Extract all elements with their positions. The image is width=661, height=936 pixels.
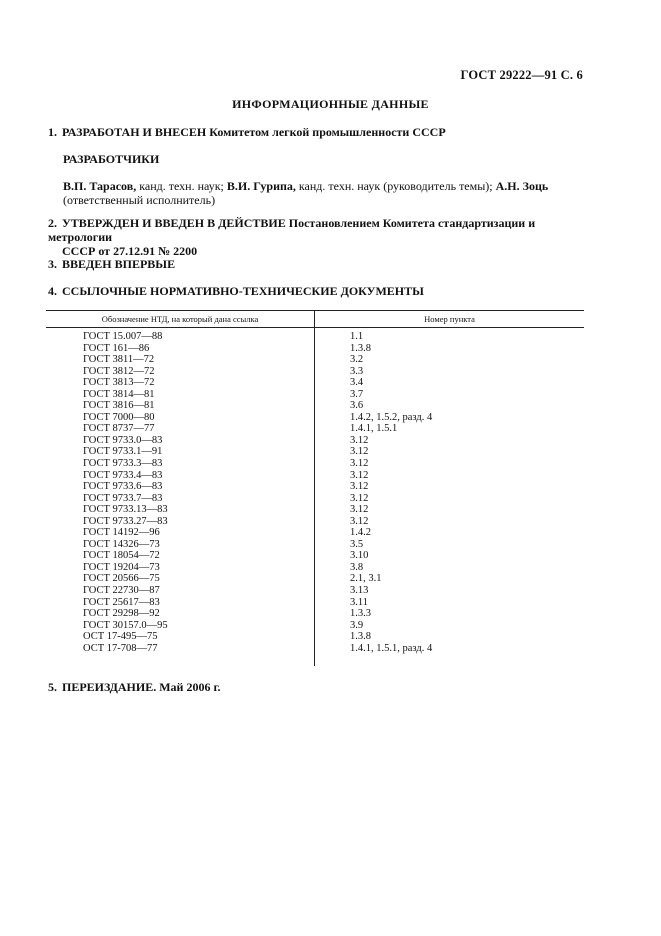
section-2-number: 2. [48,216,57,230]
clause-number: 3.10 [350,550,369,562]
document-designation: ГОСТ 14326—73 [83,538,160,550]
table-row [46,412,584,424]
reference-documents-table [46,310,584,666]
developer-1-name: В.П. Тарасов, [63,179,137,193]
clause-number: 3.9 [350,619,364,631]
clause-number: 1.3.3 [350,608,371,620]
section-1 [48,125,446,139]
document-designation: ГОСТ 8737—77 [83,423,155,435]
clause-number: 3.12 [350,504,369,516]
table-top-rule [46,310,584,311]
table-row [46,400,584,412]
clause-number: 1.3.8 [350,631,371,643]
table-row [46,354,584,366]
clause-number: 3.12 [350,434,369,446]
document-designation: ГОСТ 19204—73 [83,561,160,573]
section-1-text: Комитетом легкой промышленности СССР [206,125,446,139]
page-title: ИНФОРМАЦИОННЫЕ ДАННЫЕ [232,97,429,111]
table-row [46,550,584,562]
document-designation: ГОСТ 14192—96 [83,527,160,539]
table-row [46,539,584,551]
document-designation: ОСТ 17-495—75 [83,631,158,643]
developer-1-role: канд. техн. наук; [136,179,227,193]
clause-number: 1.4.1, 1.5.1 [350,423,398,435]
table-row [46,481,584,493]
clause-number: 1.4.1, 1.5.1, разд. 4 [350,642,433,654]
clause-number: 3.12 [350,481,369,493]
clause-number: 3.5 [350,538,364,550]
clause-number: 3.13 [350,585,369,597]
table-row [46,435,584,447]
document-designation: ГОСТ 9733.1—91 [83,446,163,458]
section-3 [48,257,175,271]
table-header-clause: Номер пункта [424,314,475,324]
section-2-text-1: Постановлением Комитета стандартизации и метрологии [48,216,536,244]
document-designation: ОСТ 17-708—77 [83,642,158,654]
section-5-number: 5. [48,680,57,694]
table-row [46,458,584,470]
clause-number: 1.1 [350,331,364,342]
table-row [46,620,584,632]
table-row [46,423,584,435]
document-designation: ГОСТ 15.007—88 [83,331,163,342]
table-row [46,504,584,516]
section-5-label: ПЕРЕИЗДАНИЕ. Май 2006 г. [62,680,221,694]
section-5 [48,680,221,694]
table-header-document: Обозначение НТД, на который дана ссылка [101,314,259,324]
clause-number: 3.2 [350,354,364,366]
table-row [46,562,584,574]
table-row [46,516,584,528]
clause-number: 3.11 [350,596,368,608]
document-designation: ГОСТ 3813—72 [83,377,155,389]
clause-number: 3.3 [350,365,364,377]
clause-number: 1.4.2, 1.5.2, разд. 4 [350,411,433,423]
section-1-number: 1. [48,125,57,139]
table-row [46,343,584,355]
section-4-number: 4. [48,284,57,298]
document-designation: ГОСТ 9733.0—83 [83,434,163,446]
document-designation: ГОСТ 161—86 [83,342,150,354]
developers-heading: РАЗРАБОТЧИКИ [63,152,160,166]
table-row [46,470,584,482]
table-row [46,573,584,585]
clause-number: 3.8 [350,561,364,573]
clause-number: 3.12 [350,446,369,458]
section-3-label: ВВЕДЕН ВПЕРВЫЕ [62,257,176,271]
clause-number: 3.12 [350,458,369,470]
section-2-label: УТВЕРЖДЕН И ВВЕДЕН В ДЕЙСТВИЕ [62,216,286,230]
table-row [46,446,584,458]
document-designation: ГОСТ 3816—81 [83,400,155,412]
clause-number: 3.4 [350,377,364,389]
clause-number: 1.3.8 [350,342,371,354]
table-row [46,597,584,609]
document-designation: ГОСТ 9733.13—83 [83,504,168,516]
section-4 [48,284,424,298]
document-designation: ГОСТ 3811—72 [83,354,155,366]
document-designation: ГОСТ 30157.0—95 [83,619,168,631]
table-row [46,643,584,655]
clause-number: 3.12 [350,492,369,504]
table-row [46,631,584,643]
table-row [46,331,584,343]
document-designation: ГОСТ 9733.4—83 [83,469,163,481]
document-id-header: ГОСТ 29222—91 С. 6 [460,68,583,82]
section-3-number: 3. [48,257,57,271]
document-designation: ГОСТ 18054—72 [83,550,160,562]
table-row [46,493,584,505]
section-2-text-2: СССР от 27.12.91 № 2200 [62,244,198,258]
document-designation: ГОСТ 3812—72 [83,365,155,377]
document-designation: ГОСТ 20566—75 [83,573,160,585]
table-row [46,389,584,401]
developers-list [63,179,583,207]
clause-number: 3.6 [350,400,364,412]
clause-number: 2.1, 3.1 [350,573,382,585]
table-row [46,377,584,389]
clause-number: 1.4.2 [350,527,371,539]
table-body [46,331,584,654]
developer-3-name: А.Н. Зоць [495,179,549,193]
document-designation: ГОСТ 9733.3—83 [83,458,163,470]
clause-number: 3.12 [350,469,369,481]
document-designation: ГОСТ 3814—81 [83,388,155,400]
table-row [46,527,584,539]
document-designation: ГОСТ 9733.27—83 [83,515,168,527]
table-row [46,585,584,597]
section-4-label: ССЫЛОЧНЫЕ НОРМАТИВНО-ТЕХНИЧЕСКИЕ ДОКУМЕНТЫ [62,284,424,298]
document-designation: ГОСТ 22730—87 [83,585,160,597]
section-1-label: РАЗРАБОТАН И ВНЕСЕН [62,125,207,139]
table-row [46,608,584,620]
document-designation: ГОСТ 9733.6—83 [83,481,163,493]
document-designation: ГОСТ 25617—83 [83,596,160,608]
table-header-rule [46,327,584,328]
developer-3-role: (ответственный исполнитель) [63,193,216,207]
document-designation: ГОСТ 29298—92 [83,608,160,620]
section-2 [48,216,583,258]
developer-2-name: В.И. Гурипа, [226,179,296,193]
document-designation: ГОСТ 9733.7—83 [83,492,163,504]
clause-number: 3.7 [350,388,364,400]
table-row [46,366,584,378]
clause-number: 3.12 [350,515,369,527]
developer-2-role: канд. техн. наук (руководитель темы); [295,179,496,193]
document-designation: ГОСТ 7000—80 [83,411,155,423]
